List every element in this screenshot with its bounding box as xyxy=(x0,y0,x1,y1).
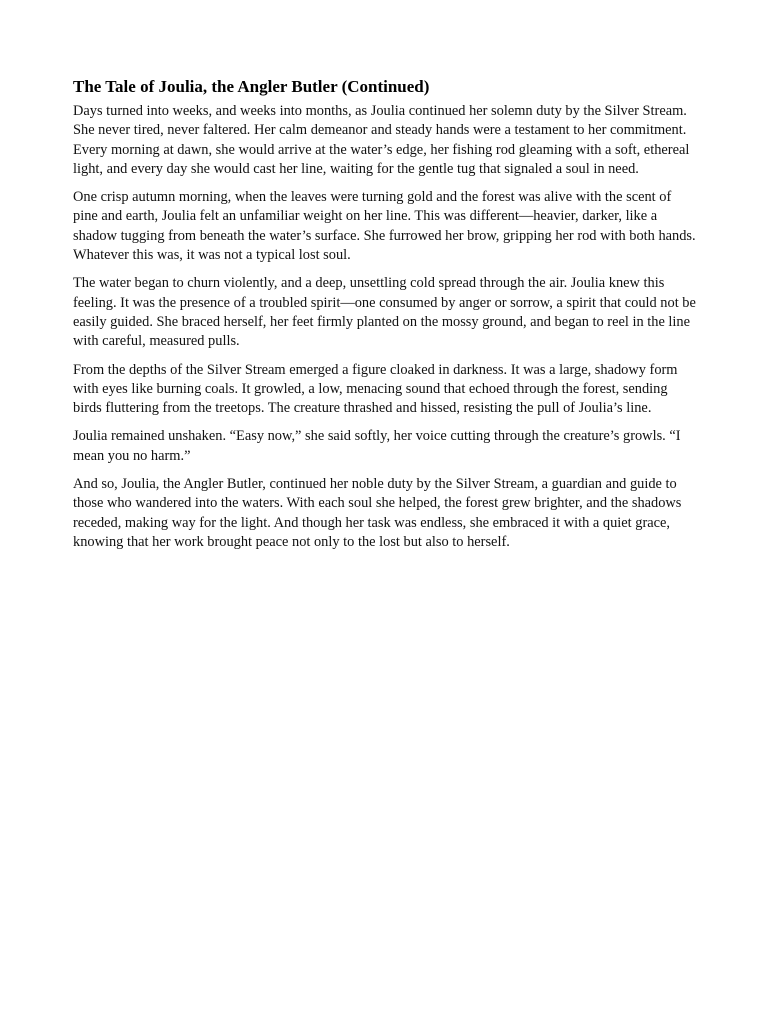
paragraph-6: And so, Joulia, the Angler Butler, continued her noble duty by the Silver Stream, a guardian and guide to those who wandered into the waters. With each soul she helped, the forest grew brighter, and the shadows receded, making way for the light. And though her task was endless, she embraced it with a quiet grace, knowing that her work brought peace not only to the lost but also to herself. xyxy=(73,476,682,550)
document-title: The Tale of Joulia, the Angler Butler (Continued) xyxy=(73,77,430,96)
paragraph-3: The water began to churn violently, and a deep, unsettling cold spread through the air. Joulia knew this feeling. It was the presence of a troubled spirit—one consumed by anger or sorrow, a spirit that could not be easily guided. She braced herself, her feet firmly planted on the mossy ground, and began to reel in the line with careful, measured pulls. xyxy=(73,275,696,350)
paragraph-4: From the depths of the Silver Stream emerged a figure cloaked in darkness. It was a large, shadowy form with eyes like burning coals. It growled, a low, menacing sound that echoed through the forest, sending birds fluttering from the treetops. The creature thrashed and hissed, resisting the pull of Joulia’s line. xyxy=(73,361,678,417)
paragraph-5: Joulia remained unshaken. “Easy now,” she said softly, her voice cutting through the creature’s growls. “I mean you no harm.” xyxy=(73,428,681,464)
document-page xyxy=(73,76,699,561)
paragraph-2: One crisp autumn morning, when the leaves were turning gold and the forest was alive with the scent of pine and earth, Joulia felt an unfamiliar weight on her line. This was different—heavier, darker, like a shadow tugging from beneath the water’s surface. She furrowed her brow, gripping her rod with both hands. Whatever this was, it was not a typical lost soul. xyxy=(73,189,696,264)
paragraph-1: Days turned into weeks, and weeks into months, as Joulia continued her solemn duty by the Silver Stream. She never tired, never faltered. Her calm demeanor and steady hands were a testament to her commitment. Every morning at dawn, she would arrive at the water’s edge, her fishing rod gleaming with a soft, ethereal light, and every day she would cast her line, waiting for the gentle tug that signaled a soul in need. xyxy=(73,103,690,177)
